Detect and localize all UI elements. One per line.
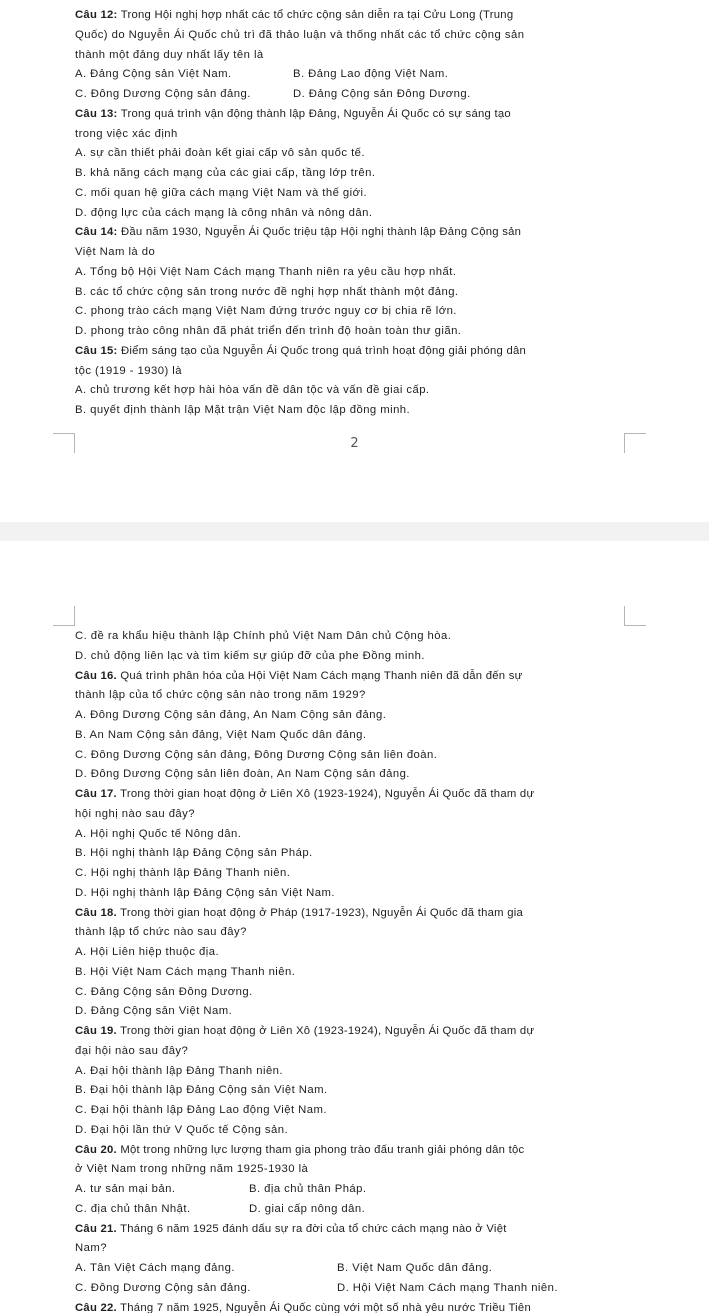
question-heading xyxy=(75,105,635,125)
question-number: Câu 16. xyxy=(75,669,117,682)
question-text: Tháng 7 năm 1925, Nguyễn Ái Quốc cùng với một số nhà yêu nước Triều Tiên xyxy=(116,1301,532,1313)
document-page-1 xyxy=(0,0,709,522)
question-text: Quá trình phân hóa của Hội Việt Nam Cách mạng Thanh niên đã dẫn đến sự xyxy=(116,669,523,682)
text-line: C. Đông Dương Cộng sản đảng, Đông Dương Cộng sản liên đoàn. xyxy=(75,748,438,761)
answer-option: C. Đông Dương Cộng sản đảng. xyxy=(75,88,251,100)
text-line: A. Hội nghị Quốc tế Nông dân. xyxy=(75,827,242,840)
question-text: Điểm sáng tạo của Nguyễn Ái Quốc trong quá trình hoạt động giải phóng dân xyxy=(117,344,527,357)
page-2-content xyxy=(75,627,635,1313)
question-text: Một trong những lực lượng tham gia phong trào đấu tranh giải phóng dân tộc xyxy=(116,1143,525,1156)
answer-option: D. Hội Việt Nam Cách mạng Thanh niên. xyxy=(337,1281,558,1294)
answer-option: D. giai cấp nông dân. xyxy=(249,1202,366,1215)
text-line: A. Đông Dương Cộng sản đảng, An Nam Cộng sản đảng. xyxy=(75,709,387,721)
answer-option-row xyxy=(75,1200,635,1220)
question-text: Trong thời gian hoạt động ở Liên Xô (1923-1924), Nguyễn Ái Quốc đã tham dự xyxy=(116,1025,535,1037)
answer-option: B. địa chủ thân Pháp. xyxy=(249,1183,367,1195)
answer-option: D. Đảng Cộng sản Đông Dương. xyxy=(293,88,471,100)
page-separator xyxy=(0,522,709,541)
page-1-content xyxy=(75,6,635,421)
text-line: C. đề ra khẩu hiệu thành lập Chính phủ Việt Nam Dân chủ Cộng hòa. xyxy=(75,630,452,642)
text-line: hội nghị nào sau đây? xyxy=(75,807,195,820)
crop-mark-top-right xyxy=(624,606,646,626)
text-line: Nam? xyxy=(75,1242,107,1255)
text-line: thành lập tổ chức nào sau đây? xyxy=(75,926,247,939)
text-line: ở Việt Nam trong những năm 1925-1930 là xyxy=(75,1163,309,1176)
text-line: B. An Nam Cộng sản đảng, Việt Nam Quốc dân đảng. xyxy=(75,728,367,741)
question-heading xyxy=(75,6,635,26)
question-text: Đầu năm 1930, Nguyễn Ái Quốc triệu tập Hội nghị thành lập Đảng Cộng sản xyxy=(117,226,522,239)
text-line: D. Đông Dương Cộng sản liên đoàn, An Nam Cộng sản đảng. xyxy=(75,768,410,781)
question-number: Câu 17. xyxy=(75,788,117,800)
page-number: 2 xyxy=(350,436,359,451)
crop-mark-bottom-left xyxy=(53,433,75,453)
text-line: D. Hội nghị thành lập Đảng Cộng sản Việt Nam. xyxy=(75,886,335,899)
text-line: D. Đảng Cộng sản Việt Nam. xyxy=(75,1005,233,1018)
question-number: Câu 20. xyxy=(75,1143,117,1156)
answer-option: B. Đảng Lao động Việt Nam. xyxy=(293,68,449,81)
text-line: D. Đại hội lần thứ V Quốc tế Cộng sản. xyxy=(75,1123,289,1136)
text-line: C. mối quan hệ giữa cách mạng Việt Nam và thế giới. xyxy=(75,186,368,199)
question-text: Trong Hội nghị hợp nhất các tổ chức cộng sản diễn ra tại Cửu Long (Trung xyxy=(117,9,514,21)
text-line: Việt Nam là do xyxy=(75,246,156,258)
text-line: B. các tổ chức cộng sản trong nước đề nghị hợp nhất thành một đảng. xyxy=(75,285,459,298)
text-line: Quốc) do Nguyễn Ái Quốc chủ trì đã thảo luận và thống nhất các tổ chức cộng sản xyxy=(75,28,525,41)
question-text: Trong quá trình vận động thành lập Đảng, Nguyễn Ái Quốc có sự sáng tạo xyxy=(117,107,511,120)
text-line: B. Hội Việt Nam Cách mạng Thanh niên. xyxy=(75,965,296,978)
crop-mark-bottom-right xyxy=(624,433,646,453)
text-line: B. quyết định thành lập Mặt trận Việt Nam độc lập đồng minh. xyxy=(75,404,411,416)
text-line: đại hội nào sau đây? xyxy=(75,1044,189,1057)
question-number: Câu 13: xyxy=(75,107,118,120)
question-text: Trong thời gian hoạt động ở Liên Xô (1923-1924), Nguyễn Ái Quốc đã tham dự xyxy=(116,788,535,800)
question-heading xyxy=(75,785,635,805)
question-heading xyxy=(75,223,635,243)
text-line: B. khả năng cách mạng của các giai cấp, tầng lớp trên. xyxy=(75,167,376,179)
text-line: A. Đại hội thành lập Đảng Thanh niên. xyxy=(75,1064,283,1077)
question-heading xyxy=(75,1299,635,1313)
question-number: Câu 18. xyxy=(75,906,117,919)
question-heading xyxy=(75,667,635,687)
answer-option-row xyxy=(75,1180,635,1200)
text-line: thành một đảng duy nhất lấy tên là xyxy=(75,48,264,61)
text-line: thành lập của tổ chức cộng sản nào trong năm 1929? xyxy=(75,689,366,702)
text-line: B. Đại hội thành lập Đảng Cộng sản Việt Nam. xyxy=(75,1084,328,1097)
question-number: Câu 22. xyxy=(75,1301,117,1313)
document-page-2 xyxy=(0,541,709,1313)
question-number: Câu 21. xyxy=(75,1222,117,1235)
question-text: Tháng 6 năm 1925 đánh dấu sự ra đời của tổ chức cách mạng nào ở Việt xyxy=(116,1222,507,1235)
text-line: D. chủ động liên lạc và tìm kiếm sự giúp đỡ của phe Đồng minh. xyxy=(75,649,425,662)
answer-option: A. tư sản mại bản. xyxy=(75,1183,176,1195)
answer-option: A. Tân Việt Cách mạng đảng. xyxy=(75,1262,235,1274)
text-line: A. Tổng bộ Hội Việt Nam Cách mạng Thanh niên ra yêu cầu hợp nhất. xyxy=(75,265,457,278)
text-line: B. Hội nghị thành lập Đảng Cộng sản Pháp. xyxy=(75,847,313,860)
answer-option: C. địa chủ thân Nhật. xyxy=(75,1202,191,1215)
answer-option-row xyxy=(75,1279,635,1299)
question-number: Câu 19. xyxy=(75,1025,117,1037)
text-line: tộc (1919 - 1930) là xyxy=(75,364,182,377)
question-text: Trong thời gian hoạt động ở Pháp (1917-1923), Nguyễn Ái Quốc đã tham gia xyxy=(116,906,524,919)
question-number: Câu 12: xyxy=(75,9,118,21)
crop-mark-top-left xyxy=(53,606,75,626)
answer-option-row xyxy=(75,65,635,85)
answer-option: C. Đông Dương Cộng sản đảng. xyxy=(75,1281,251,1294)
answer-option-row xyxy=(75,85,635,105)
text-line: A. sự cần thiết phải đoàn kết giai cấp vô sản quốc tế. xyxy=(75,147,365,160)
answer-option: B. Việt Nam Quốc dân đảng. xyxy=(337,1262,493,1274)
answer-option: A. Đảng Cộng sản Việt Nam. xyxy=(75,68,232,81)
text-line: C. phong trào cách mạng Việt Nam đứng trước nguy cơ bị chia rẽ lớn. xyxy=(75,305,457,318)
text-line: D. động lực của cách mạng là công nhân và nông dân. xyxy=(75,206,373,219)
question-heading xyxy=(75,904,635,924)
question-heading xyxy=(75,1022,635,1042)
question-number: Câu 15: xyxy=(75,344,118,357)
answer-option-row xyxy=(75,1259,635,1279)
text-line: trong việc xác định xyxy=(75,127,178,140)
text-line: A. chủ trương kết hợp hài hòa vấn đề dân tộc và vấn đề giai cấp. xyxy=(75,384,430,397)
question-heading xyxy=(75,342,635,362)
text-line: D. phong trào công nhân đã phát triển đến trình độ hoàn toàn thư giãn. xyxy=(75,325,462,337)
text-line: C. Đảng Cộng sản Đông Dương. xyxy=(75,985,253,998)
question-number: Câu 14: xyxy=(75,226,118,239)
question-heading xyxy=(75,1141,635,1161)
text-line: C. Đại hội thành lập Đảng Lao động Việt Nam. xyxy=(75,1104,327,1116)
text-line: A. Hội Liên hiệp thuộc địa. xyxy=(75,946,220,958)
text-line: C. Hội nghị thành lập Đảng Thanh niên. xyxy=(75,867,291,879)
question-heading xyxy=(75,1220,635,1240)
